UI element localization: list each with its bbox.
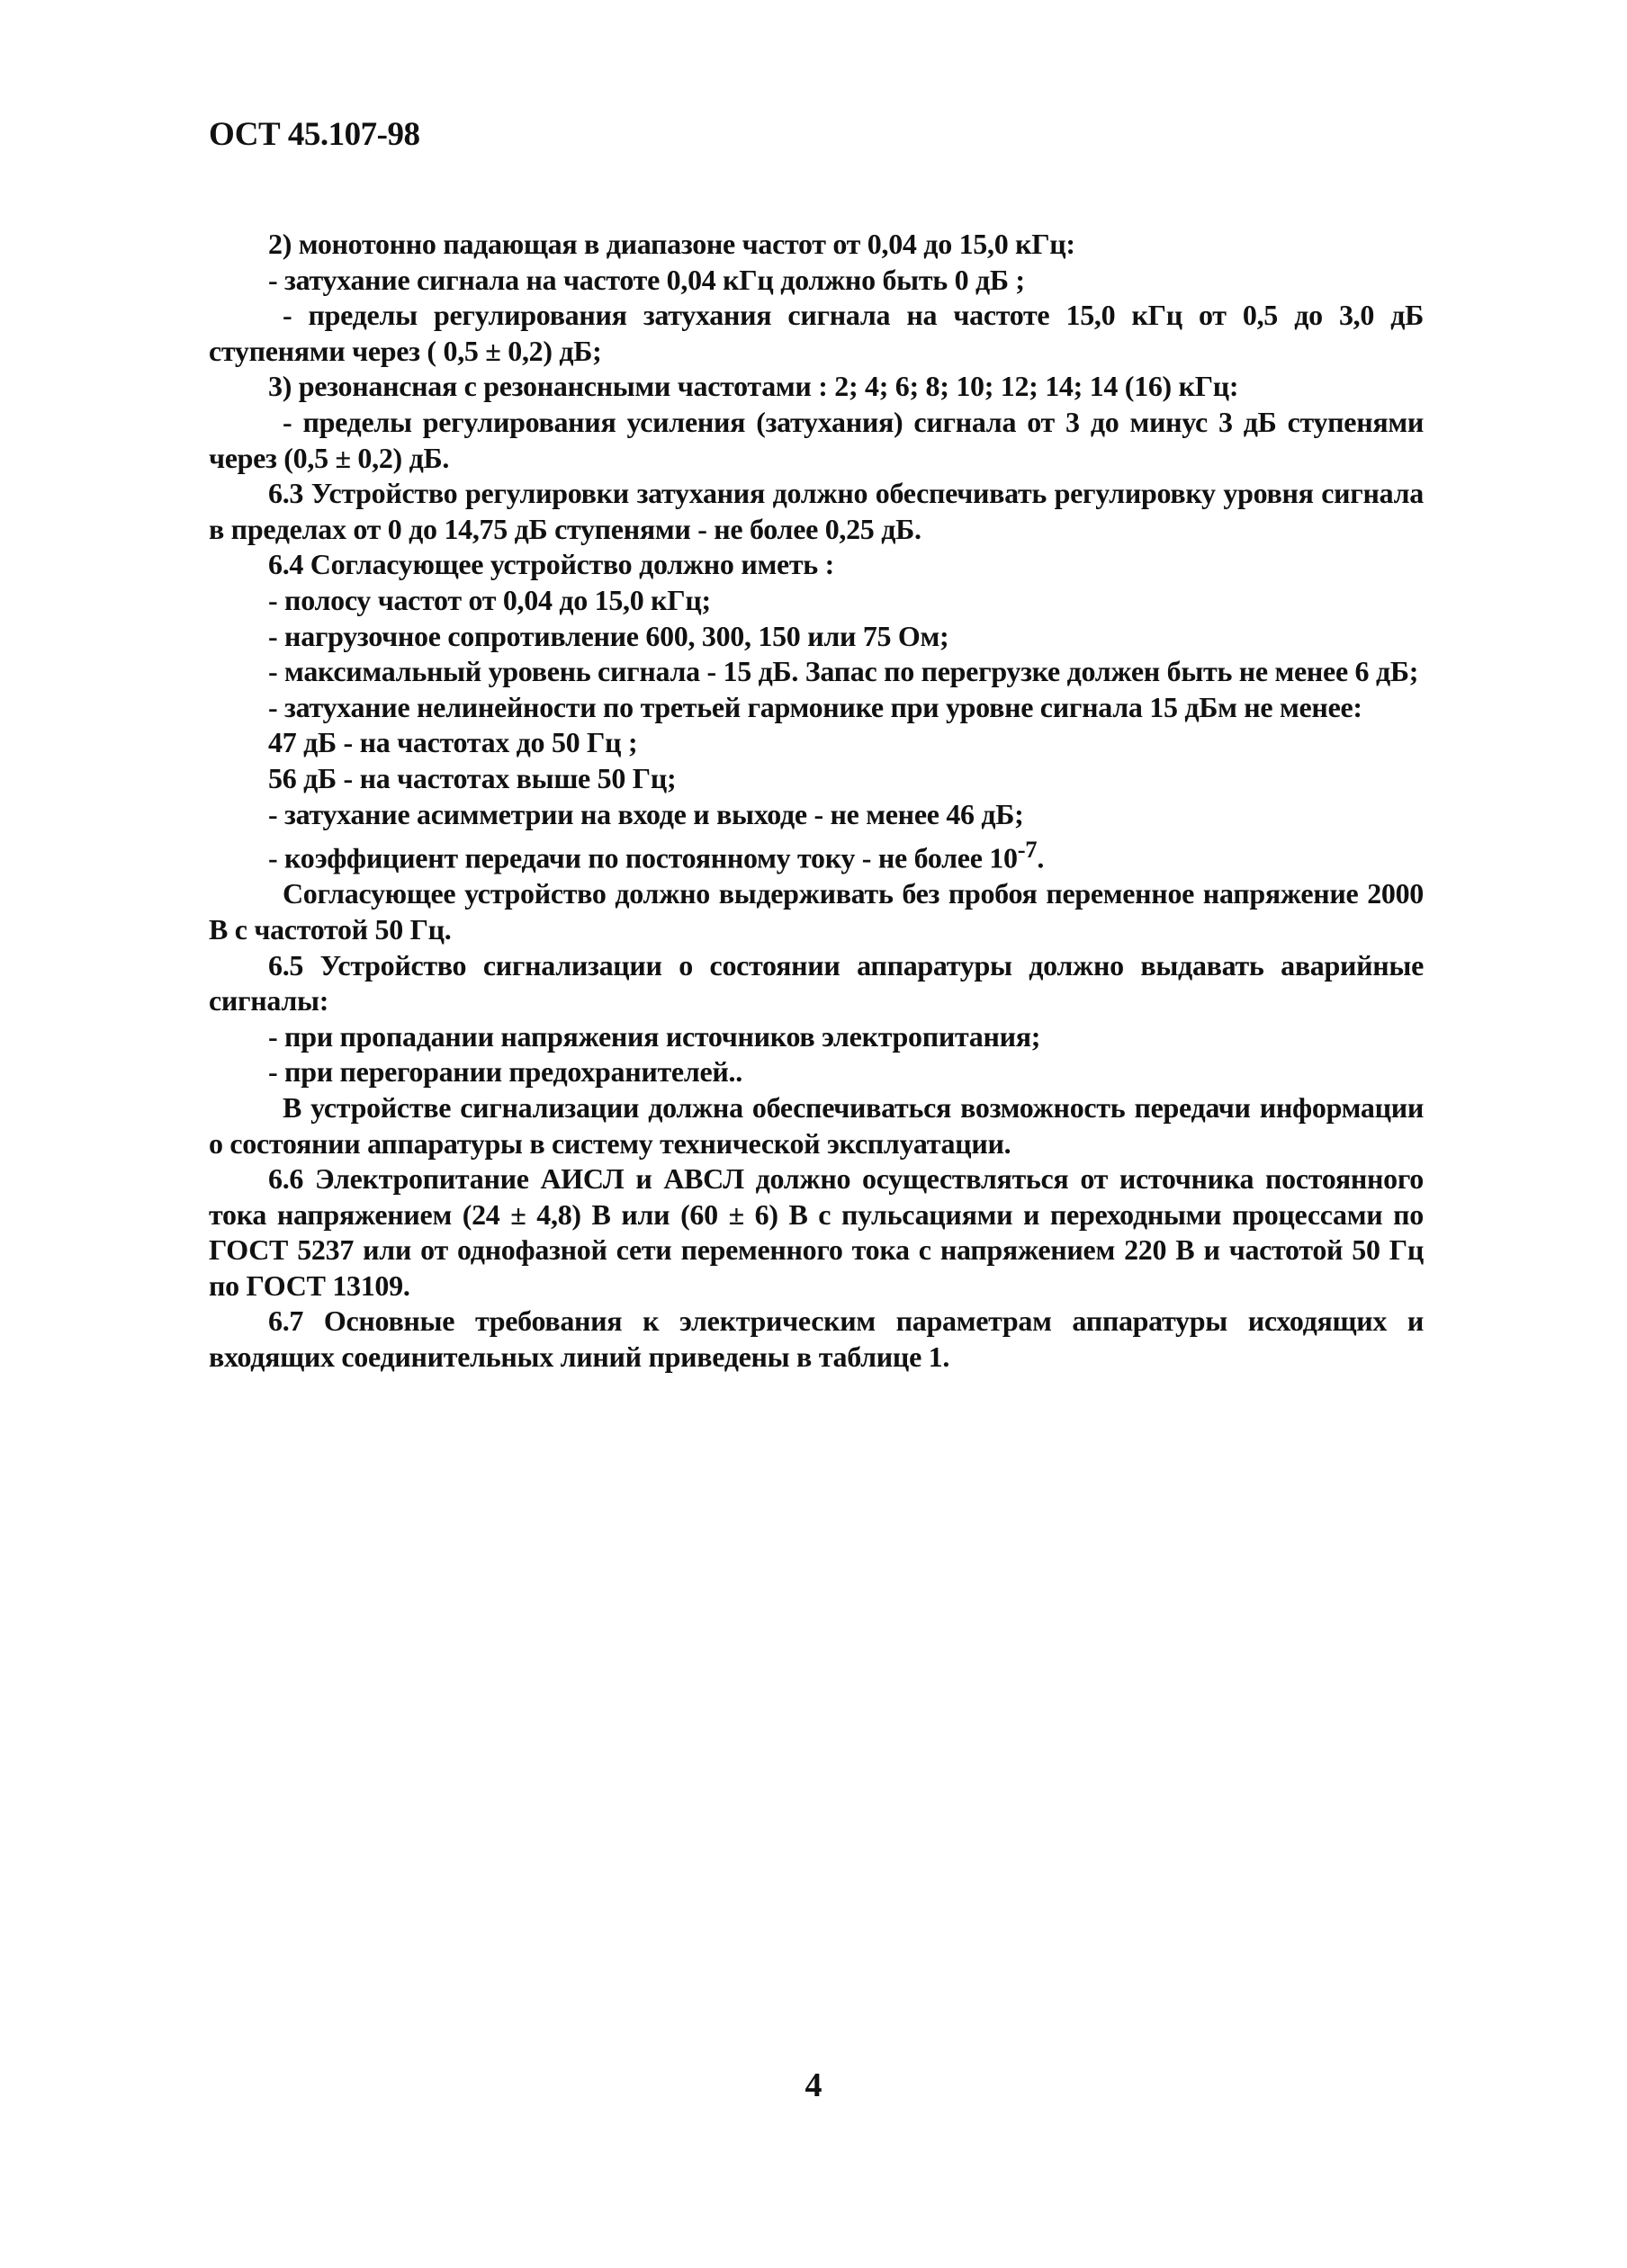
paragraph-power-loss: - при пропадании напряжения источников электропитания; bbox=[268, 1019, 1041, 1053]
paragraph-attenuation-zero: - затухание сигнала на частоте 0,04 кГц должно быть 0 дБ ; bbox=[268, 263, 1025, 296]
paragraph-load-resistance: - нагрузочное сопротивление 600, 300, 150 или 75 Ом; bbox=[268, 619, 949, 652]
paragraph-attenuation-limits: - пределы регулирования затухания сигнала на частоте 15,0 кГц от 0,5 до 3,0 дБ ступенями через ( 0,5 ± 0,2) дБ; bbox=[209, 299, 1424, 367]
paragraph-47db: 47 дБ - на частотах до 50 Гц ; bbox=[268, 726, 638, 759]
dc-transfer-tail: . bbox=[1037, 841, 1045, 874]
document-body bbox=[209, 227, 1424, 1376]
paragraph-6-6: 6.6 Электропитание АИСЛ и АВСЛ должно осуществляться от источника постоянного тока напряжением (24 ± 4,8) В или (60 ± 6) В с пульсациями и переходными процессами по ГОСТ 5237 или от однофазной сети переменного тока с напряжением 220 В и частотой 50 Гц по ГОСТ 13109. bbox=[209, 1162, 1424, 1302]
paragraph-list-item-2: 2) монотонно падающая в диапазоне частот от 0,04 до 15,0 кГц: bbox=[268, 228, 1075, 260]
paragraph-6-4: 6.4 Согласующее устройство должно иметь : bbox=[268, 548, 834, 581]
paragraph-nonlinearity: - затухание нелинейности по третьей гармонике при уровне сигнала 15 дБм не менее: bbox=[268, 690, 1362, 723]
paragraph-gain-limits: - пределы регулирования усиления (затухания) сигнала от 3 до минус 3 дБ ступенями через (0,5 ± 0,2) дБ. bbox=[209, 405, 1424, 474]
paragraph-max-level: - максимальный уровень сигнала - 15 дБ. Запас по перегрузке должен быть не менее 6 дБ; bbox=[268, 655, 1419, 688]
document-code-header: ОСТ 45.107-98 bbox=[209, 116, 420, 153]
paragraph-fuse: - при перегорании предохранителей.. bbox=[268, 1055, 742, 1089]
paragraph-frequency-band: - полосу частот от 0,04 до 15,0 кГц; bbox=[268, 583, 711, 616]
paragraph-signalling-transfer: В устройстве сигнализации должна обеспечиваться возможность передачи информации о состоянии аппаратуры в систему технической эксплуатации. bbox=[209, 1090, 1424, 1160]
dc-transfer-exponent: -7 bbox=[1017, 836, 1038, 864]
paragraph-list-item-3: 3) резонансная с резонансными частотами : 2; 4; 6; 8; 10; 12; 14; 14 (16) кГц: bbox=[268, 370, 1239, 403]
dc-transfer-text: - коэффициент передачи по постоянному току - не более 10 bbox=[268, 841, 1018, 874]
paragraph-dc-transfer bbox=[209, 832, 1424, 876]
paragraph-6-3: 6.3 Устройство регулировки затухания должно обеспечивать регулировку уровня сигнала в пределах от 0 до 14,75 дБ ступенями - не более 0,25 дБ. bbox=[209, 477, 1424, 545]
paragraph-6-7: 6.7 Основные требования к электрическим параметрам аппаратуры исходящих и входящих соединительных линий приведены в таблице 1. bbox=[209, 1304, 1424, 1374]
page-number: 4 bbox=[805, 2066, 822, 2104]
paragraph-56db: 56 дБ - на частотах выше 50 Гц; bbox=[268, 761, 677, 794]
paragraph-breakdown-voltage: Согласующее устройство должно выдерживать без пробоя переменное напряжение 2000 В с частотой 50 Гц. bbox=[209, 877, 1424, 946]
paragraph-6-5: 6.5 Устройство сигнализации о состоянии аппаратуры должно выдавать аварийные сигналы: bbox=[209, 948, 1424, 1017]
paragraph-asymmetry: - затухание асимметрии на входе и выходе - не менее 46 дБ; bbox=[268, 797, 1024, 830]
